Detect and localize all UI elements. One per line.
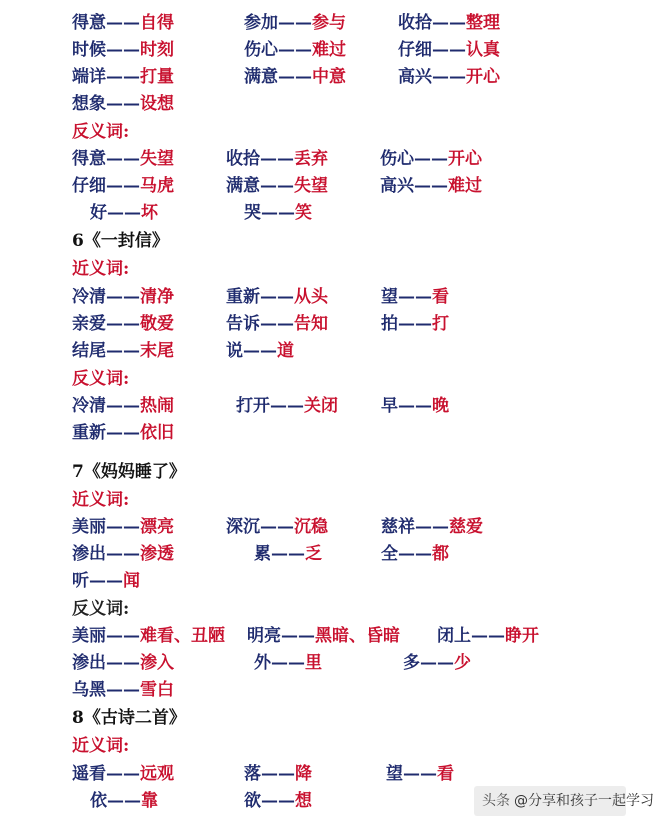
target-word: 热闹: [140, 396, 174, 416]
dash-separator: ——: [260, 287, 294, 307]
category-label: 近义词:: [72, 259, 130, 279]
word-pair: [226, 514, 328, 540]
dash-separator: ——: [432, 67, 466, 87]
source-word: 得意: [72, 149, 106, 169]
source-word: 得意: [72, 13, 106, 33]
dash-separator: ——: [106, 653, 140, 673]
target-word: 笑: [295, 203, 312, 223]
target-word: 依旧: [140, 423, 174, 443]
line-5: [0, 146, 630, 172]
target-word: 看: [432, 287, 449, 307]
word-pair: [72, 393, 174, 419]
word-pair: [380, 146, 482, 172]
dash-separator: ——: [89, 571, 123, 591]
source-word: 慈祥: [381, 517, 415, 537]
word-pair: [72, 761, 174, 787]
dash-separator: ——: [260, 314, 294, 334]
target-word: 末尾: [140, 341, 174, 361]
source-word: 早: [381, 396, 398, 416]
target-word: 自得: [140, 13, 174, 33]
word-pair: [72, 284, 174, 310]
line-25: [0, 705, 630, 731]
source-word: 落: [244, 764, 261, 784]
target-word: 雪白: [140, 680, 174, 700]
dash-separator: ——: [106, 13, 140, 33]
source-word: 重新: [226, 287, 260, 307]
line-23: [0, 650, 630, 676]
target-word: 靠: [141, 791, 158, 811]
word-pair: [72, 146, 174, 172]
target-word: 渗透: [140, 544, 174, 564]
dash-separator: ——: [414, 149, 448, 169]
line-4: [0, 119, 630, 145]
target-word: 少: [454, 653, 471, 673]
target-word: 打: [432, 314, 449, 334]
target-word: 失望: [294, 176, 328, 196]
dash-separator: ——: [106, 94, 140, 114]
line-12: [0, 338, 630, 364]
source-word: 时候: [72, 40, 106, 60]
dash-separator: ——: [398, 544, 432, 564]
category-label: 反义词:: [72, 122, 130, 142]
watermark: [474, 786, 654, 816]
dash-separator: ——: [106, 764, 140, 784]
dash-separator: ——: [414, 176, 448, 196]
target-word: 从头: [294, 287, 328, 307]
line-1: [0, 37, 630, 63]
source-word: 望: [381, 287, 398, 307]
word-pair: [244, 37, 346, 63]
line-10: [0, 284, 630, 310]
source-word: 全: [381, 544, 398, 564]
line-6: [0, 173, 630, 199]
target-word: 降: [295, 764, 312, 784]
source-word: 欲: [244, 791, 261, 811]
dash-separator: ——: [415, 517, 449, 537]
word-pair: [398, 64, 500, 90]
source-word: 明亮: [247, 626, 281, 646]
dash-separator: ——: [420, 653, 454, 673]
line-16: [0, 459, 630, 485]
target-word: 黑暗、昏暗: [315, 626, 400, 646]
source-word: 重新: [72, 423, 106, 443]
target-word: 开心: [466, 67, 500, 87]
word-pair: [244, 64, 346, 90]
line-14: [0, 393, 630, 419]
dash-separator: ——: [243, 341, 277, 361]
line-26: [0, 733, 630, 759]
line-19: [0, 541, 630, 567]
target-word: 时刻: [140, 40, 174, 60]
line-24: [0, 677, 630, 703]
word-pair: [72, 677, 174, 703]
dash-separator: ——: [281, 626, 315, 646]
word-pair: [72, 514, 174, 540]
dash-separator: ——: [270, 396, 304, 416]
word-pair: [244, 10, 346, 36]
dash-separator: ——: [278, 13, 312, 33]
source-word: 美丽: [72, 626, 106, 646]
source-word: 端详: [72, 67, 106, 87]
target-word: 开心: [448, 149, 482, 169]
line-3: [0, 91, 630, 117]
word-pair: [72, 568, 140, 594]
target-word: 丢弃: [294, 149, 328, 169]
dash-separator: ——: [106, 176, 140, 196]
word-pair: [72, 64, 174, 90]
line-17: [0, 487, 630, 513]
word-pair: [403, 650, 471, 676]
source-word: 收拾: [398, 13, 432, 33]
word-pair: [72, 173, 174, 199]
source-word: 满意: [244, 67, 278, 87]
word-pair: [72, 91, 174, 117]
source-word: 遥看: [72, 764, 106, 784]
word-pair: [386, 761, 454, 787]
source-word: 参加: [244, 13, 278, 33]
word-pair: [380, 173, 482, 199]
source-word: 冷清: [72, 396, 106, 416]
source-word: 告诉: [226, 314, 260, 334]
line-27: [0, 761, 630, 787]
word-pair: [236, 393, 338, 419]
dash-separator: ——: [106, 626, 140, 646]
dash-separator: ——: [106, 67, 140, 87]
source-word: 好: [90, 203, 107, 223]
target-word: 整理: [466, 13, 500, 33]
source-word: 望: [386, 764, 403, 784]
source-word: 说: [226, 341, 243, 361]
word-pair: [254, 541, 322, 567]
source-word: 仔细: [72, 176, 106, 196]
dash-separator: ——: [107, 791, 141, 811]
word-pair: [72, 10, 174, 36]
target-word: 道: [277, 341, 294, 361]
word-pair: [72, 623, 225, 649]
dash-separator: ——: [106, 149, 140, 169]
dash-separator: ——: [278, 40, 312, 60]
word-pair: [381, 541, 449, 567]
word-pair: [398, 10, 500, 36]
source-word: 深沉: [226, 517, 260, 537]
target-word: 失望: [140, 149, 174, 169]
word-pair: [247, 623, 400, 649]
target-word: 漂亮: [140, 517, 174, 537]
category-label: 近义词:: [72, 736, 130, 756]
dash-separator: ——: [403, 764, 437, 784]
word-pair: [72, 650, 174, 676]
line-13: [0, 366, 630, 392]
dash-separator: ——: [106, 341, 140, 361]
lesson-title: 6《一封信》: [72, 231, 169, 251]
target-word: 想: [295, 791, 312, 811]
dash-separator: ——: [261, 791, 295, 811]
line-9: [0, 256, 630, 282]
target-word: 难过: [312, 40, 346, 60]
dash-separator: ——: [260, 176, 294, 196]
word-pair: [226, 173, 328, 199]
target-word: 敬爱: [140, 314, 174, 334]
source-word: 累: [254, 544, 271, 564]
line-20: [0, 568, 630, 594]
target-word: 乏: [305, 544, 322, 564]
source-word: 拍: [381, 314, 398, 334]
target-word: 睁开: [505, 626, 539, 646]
dash-separator: ——: [261, 764, 295, 784]
lesson-title: 8《古诗二首》: [72, 708, 186, 728]
word-pair: [226, 146, 328, 172]
line-22: [0, 623, 630, 649]
source-word: 乌黑: [72, 680, 106, 700]
dash-separator: ——: [106, 680, 140, 700]
target-word: 远观: [140, 764, 174, 784]
dash-separator: ——: [106, 287, 140, 307]
source-word: 高兴: [380, 176, 414, 196]
dash-separator: ——: [471, 626, 505, 646]
dash-separator: ——: [106, 314, 140, 334]
dash-separator: ——: [432, 40, 466, 60]
target-word: 沉稳: [294, 517, 328, 537]
target-word: 参与: [312, 13, 346, 33]
target-word: 里: [305, 653, 322, 673]
source-word: 冷清: [72, 287, 106, 307]
target-word: 慈爱: [449, 517, 483, 537]
word-pair: [398, 37, 500, 63]
line-21: [0, 596, 630, 622]
dash-separator: ——: [398, 314, 432, 334]
dash-separator: ——: [260, 149, 294, 169]
word-pair: [72, 311, 174, 337]
watermark-account: @分享和孩子一起学习: [514, 793, 654, 809]
target-word: 打量: [140, 67, 174, 87]
dash-separator: ——: [106, 544, 140, 564]
word-pair: [72, 37, 174, 63]
source-word: 听: [72, 571, 89, 591]
source-word: 闭上: [437, 626, 471, 646]
target-word: 渗入: [140, 653, 174, 673]
word-pair: [381, 393, 449, 419]
source-word: 哭: [244, 203, 261, 223]
target-word: 认真: [466, 40, 500, 60]
source-word: 渗出: [72, 544, 106, 564]
word-pair: [381, 284, 449, 310]
line-8: [0, 228, 630, 254]
target-word: 马虎: [140, 176, 174, 196]
word-pair: [72, 541, 174, 567]
source-word: 打开: [236, 396, 270, 416]
target-word: 关闭: [304, 396, 338, 416]
line-7: [0, 200, 630, 226]
source-word: 依: [90, 791, 107, 811]
word-pair: [381, 311, 449, 337]
target-word: 坏: [141, 203, 158, 223]
source-word: 仔细: [398, 40, 432, 60]
source-word: 美丽: [72, 517, 106, 537]
line-15: [0, 420, 630, 446]
target-word: 中意: [312, 67, 346, 87]
source-word: 想象: [72, 94, 106, 114]
word-pair: [90, 788, 158, 814]
category-label: 近义词:: [72, 490, 130, 510]
word-pair: [244, 761, 312, 787]
lesson-title: 7《妈妈睡了》: [72, 462, 186, 482]
dash-separator: ——: [106, 423, 140, 443]
word-pair: [381, 514, 483, 540]
dash-separator: ——: [106, 40, 140, 60]
target-word: 设想: [140, 94, 174, 114]
category-label: 反义词:: [72, 369, 130, 389]
target-word: 都: [432, 544, 449, 564]
word-pair: [254, 650, 322, 676]
source-word: 多: [403, 653, 420, 673]
source-word: 收拾: [226, 149, 260, 169]
word-pair: [72, 420, 174, 446]
line-0: [0, 10, 630, 36]
source-word: 伤心: [380, 149, 414, 169]
dash-separator: ——: [398, 287, 432, 307]
source-word: 结尾: [72, 341, 106, 361]
source-word: 满意: [226, 176, 260, 196]
word-pair: [226, 338, 294, 364]
dash-separator: ——: [260, 517, 294, 537]
source-word: 高兴: [398, 67, 432, 87]
source-word: 伤心: [244, 40, 278, 60]
dash-separator: ——: [106, 517, 140, 537]
line-11: [0, 311, 630, 337]
target-word: 看: [437, 764, 454, 784]
word-pair: [226, 311, 328, 337]
category-label: 反义词:: [72, 599, 130, 619]
dash-separator: ——: [106, 396, 140, 416]
line-18: [0, 514, 630, 540]
word-pair: [226, 284, 328, 310]
word-pair: [72, 338, 174, 364]
dash-separator: ——: [271, 544, 305, 564]
line-2: [0, 64, 630, 90]
source-word: 外: [254, 653, 271, 673]
target-word: 晚: [432, 396, 449, 416]
dash-separator: ——: [271, 653, 305, 673]
dash-separator: ——: [261, 203, 295, 223]
target-word: 难过: [448, 176, 482, 196]
word-pair: [244, 788, 312, 814]
dash-separator: ——: [398, 396, 432, 416]
source-word: 亲爱: [72, 314, 106, 334]
dash-separator: ——: [278, 67, 312, 87]
word-pair: [90, 200, 158, 226]
dash-separator: ——: [107, 203, 141, 223]
target-word: 告知: [294, 314, 328, 334]
dash-separator: ——: [432, 13, 466, 33]
word-pair: [244, 200, 312, 226]
target-word: 清净: [140, 287, 174, 307]
target-word: 难看、丑陋: [140, 626, 225, 646]
watermark-source: 头条: [482, 793, 510, 809]
word-pair: [437, 623, 539, 649]
source-word: 渗出: [72, 653, 106, 673]
target-word: 闻: [123, 571, 140, 591]
